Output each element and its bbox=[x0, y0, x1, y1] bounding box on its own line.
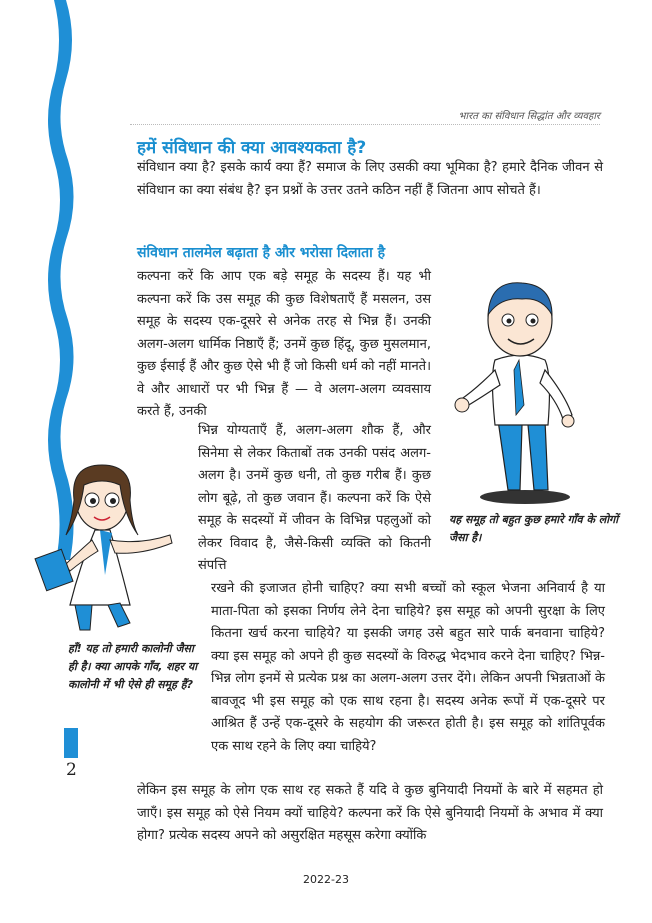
header-rule bbox=[130, 124, 600, 125]
paragraph-b: भिन्न योग्यताएँ हैं, अलग-अलग शौक हैं, और सिनेमा से लेकर किताबों तक उनकी पसंद अलग-अलग है। उनमें कुछ धनी, तो कुछ गरीब हैं। कुछ लोग बूढ़े, तो कुछ जवान हैं। कल्पना करें कि ऐसे समूह के सदस्यों में जीवन के विभिन्न पहलुओं को लेकर विवाद है, जैसे-किसी व्यक्ति को कितनी संपत्ति bbox=[198, 423, 431, 573]
paragraph-c: रखने की इजाजत होनी चाहिए? क्या सभी बच्चों को स्कूल भेजना अनिवार्य है या माता-पिता को इसका निर्णय लेने देना चाहिये? इस समूह को अपनी सुरक्षा के लिए कितना खर्च करना चाहिये? या इसकी जगह उसे बहुत सारे पार्क बनवाना चाहिये? क्या इस समूह को अपने ही कुछ सदस्यों के विरुद्ध भेदभाव करने देना चाहिए? भिन्न-भिन्न लोग इनमें से प्रत्येक प्रश्न का अलग-अलग उत्तर देंगे। लेकिन अपनी भिन्नताओं के बावजूद भी इस समूह को एक साथ रहना है। सदस्य अनेक रूपों में एक-दूसरे पर आश्रित हैं उन्हें एक-दूसरे के सहयोग की जरूरत होती है। इस समूह को शांतिपूर्वक एक साथ रहने के लिए क्या चाहिये? bbox=[211, 581, 605, 754]
boy-pointing-illustration bbox=[450, 275, 610, 505]
paragraph-a: कल्पना करें कि आप एक बड़े समूह के सदस्य हैं। यह भी कल्पना करें कि उस समूह की कुछ विशेषताएँ हैं मसलन, उस समूह के सदस्य एक-दूसरे से अनेक तरह से भिन्न हैं। उनकी अलग-अलग धार्मिक निष्ठाएँ हैं; उनमें कुछ हिंदू, कुछ मुसलमान, कुछ ईसाई हैं और कुछ ऐसे भी हैं जो किसी धर्म को नहीं मानते। वे और आधारों पर भी भिन्न हैं — वे अलग-अलग व्यवसाय करते हैं, उनकी bbox=[137, 269, 431, 419]
intro-paragraph: संविधान क्या है? इसके कार्य क्या हैं? समाज के लिए उसकी क्या भूमिका है? हमारे दैनिक जीवन से संविधान का क्या संबंध है? इन प्रश्नों के उत्तर उतने कठिन नहीं हैं जितना आप सोचते हैं। bbox=[137, 160, 603, 198]
boy-caption: यह समूह तो बहुत कुछ हमारे गाँव के लोगों जैसा है। bbox=[449, 513, 619, 544]
subsection-heading: संविधान तालमेल बढ़ाता है और भरोसा दिलाता है bbox=[137, 245, 386, 261]
section-heading: हमें संविधान की क्या आवश्यकता है? bbox=[137, 138, 367, 158]
girl-with-book-illustration bbox=[20, 455, 195, 635]
paragraph-d: लेकिन इस समूह के लोग एक साथ रह सकते हैं यदि वे कुछ बुनियादी नियमों के बारे में सहमत हो जाएँ। इस समूह को ऐसे नियम क्यों चाहिये? कल्पना करें कि ऐसे बुनियादी नियमों के अभाव में क्या होगा? प्रत्येक सदस्य अपने को असुरक्षित महसूस करेगा क्योंकि bbox=[137, 783, 603, 843]
running-head: भारत का संविधान सिद्धांत और व्यवहार bbox=[458, 111, 600, 122]
year-footer: 2022-23 bbox=[303, 873, 349, 886]
page-number-strip bbox=[64, 728, 78, 758]
girl-caption: हाँ! यह तो हमारी कालोनी जैसा ही है। क्या आपके गाँव, शहर या कालोनी में भी ऐसे ही समूह हैं? bbox=[68, 642, 198, 691]
page-number: 2 bbox=[66, 760, 77, 780]
